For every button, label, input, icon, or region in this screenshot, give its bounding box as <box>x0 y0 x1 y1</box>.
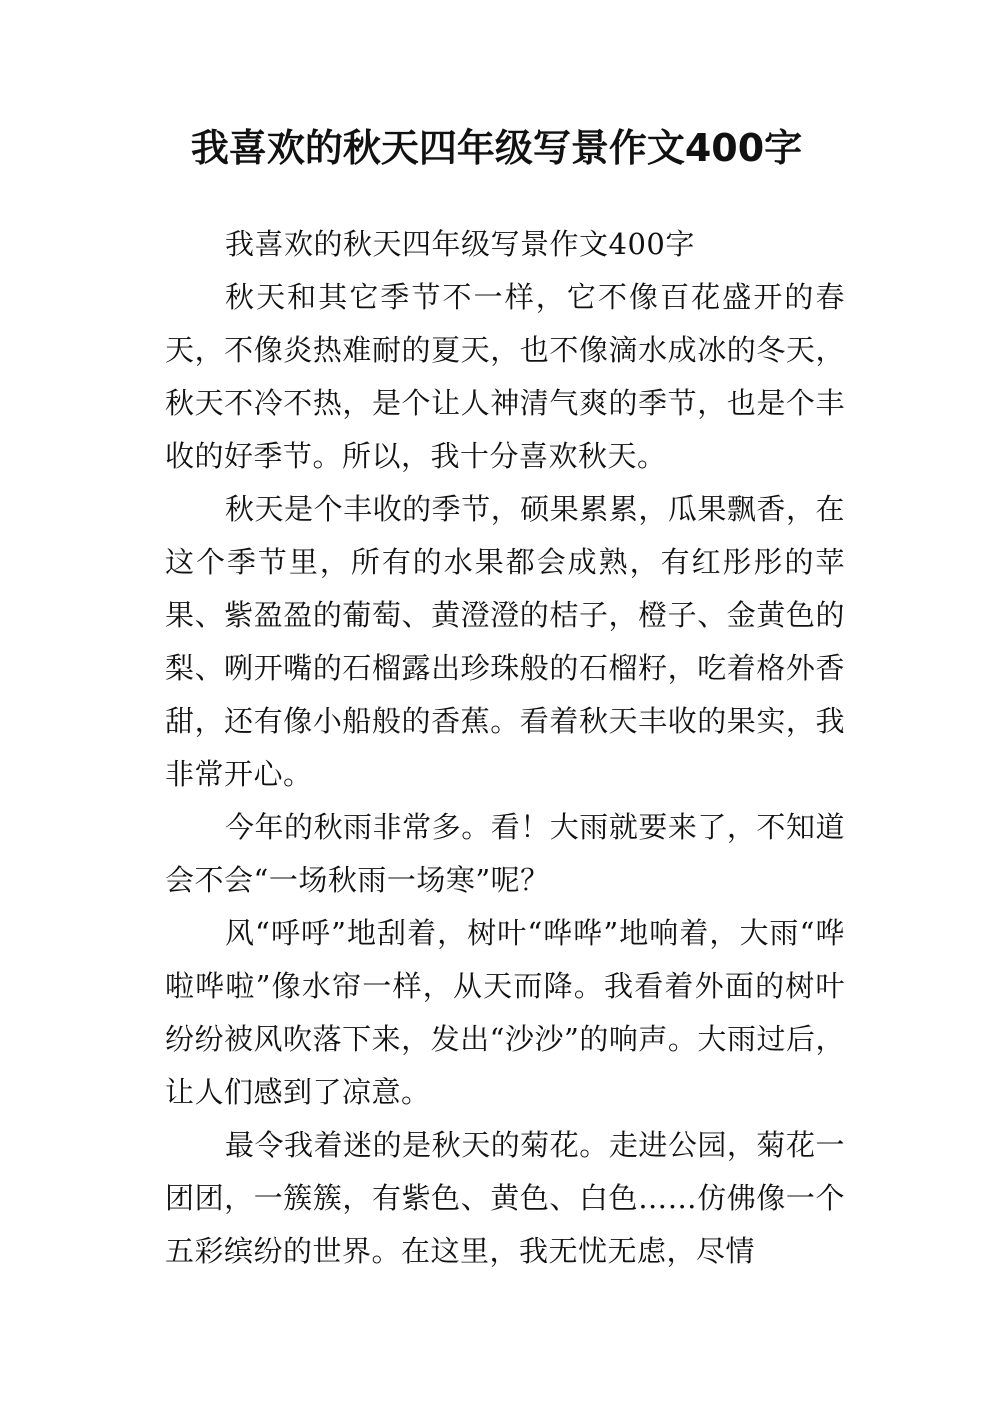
paragraph: 今年的秋雨非常多。看！大雨就要来了，不知道会不会“一场秋雨一场寒”呢？ <box>165 810 845 897</box>
document-body <box>165 218 845 1278</box>
document-title: 我喜欢的秋天四年级写景作文400字 <box>190 126 803 170</box>
paragraph: 秋天是个丰收的季节，硕果累累，瓜果飘香，在这个季节里，所有的水果都会成熟，有红彤彤的苹果、紫盈盈的葡萄、黄澄澄的桔子，橙子、金黄色的梨、咧开嘴的石榴露出珍珠般的石榴籽，吃着格外香甜，还有像小船般的香蕉。看着秋天丰收的果实，我非常开心。 <box>165 492 845 791</box>
paragraph-subtitle: 我喜欢的秋天四年级写景作文400字 <box>225 227 695 261</box>
paragraph: 最令我着迷的是秋天的菊花。走进公园，菊花一团团，一簇簇，有紫色、黄色、白色……仿佛像一个五彩缤纷的世界。在这里，我无忧无虑，尽情 <box>165 1128 845 1268</box>
paragraph: 秋天和其它季节不一样，它不像百花盛开的春天，不像炎热难耐的夏天，也不像滴水成冰的冬天，秋天不冷不热，是个让人神清气爽的季节，也是个丰收的好季节。所以，我十分喜欢秋天。 <box>165 280 845 473</box>
paragraph: 风“呼呼”地刮着，树叶“哗哗”地响着，大雨“哗啦哗啦”像水帘一样，从天而降。我看着外面的树叶纷纷被风吹落下来，发出“沙沙”的响声。大雨过后，让人们感到了凉意。 <box>165 916 845 1109</box>
